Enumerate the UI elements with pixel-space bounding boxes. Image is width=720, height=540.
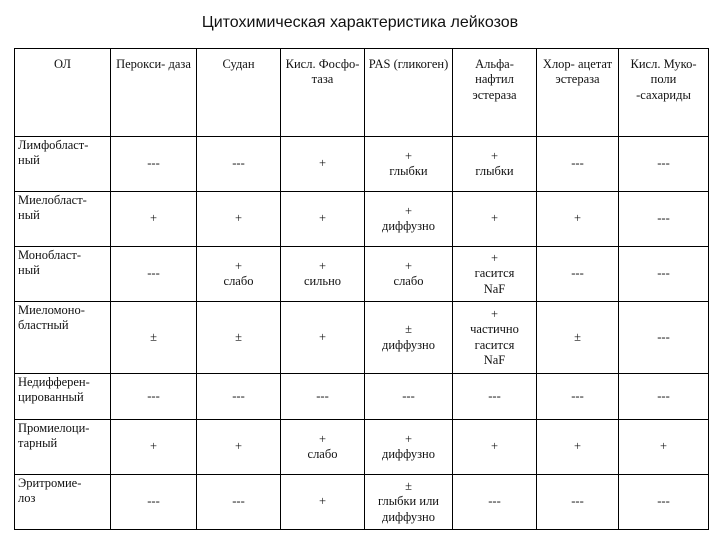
table-cell: ± xyxy=(537,302,619,374)
table-cell: + гасится NaF xyxy=(453,247,537,302)
column-header-ol: ОЛ xyxy=(15,49,111,137)
table-cell: + xyxy=(197,192,281,247)
table-cell: --- xyxy=(619,137,709,192)
table-cell: + xyxy=(619,420,709,475)
page-title: Цитохимическая характеристика лейкозов xyxy=(201,14,519,31)
column-header-chloroacetate-esterase: Хлор- ацетат эстераза xyxy=(537,49,619,137)
column-header-alpha-naphthyl-esterase: Альфа- нафтил эстераза xyxy=(453,49,537,137)
column-header-pas: PAS (гликоген) xyxy=(365,49,453,137)
table-cell: ± xyxy=(111,302,197,374)
table-cell: + xyxy=(197,420,281,475)
table-cell: + xyxy=(281,475,365,530)
table-cell: + xyxy=(281,302,365,374)
table-cell: --- xyxy=(537,247,619,302)
table-row xyxy=(15,247,709,302)
table-cell: --- xyxy=(619,475,709,530)
row-label: Недифферен- цированный xyxy=(15,374,111,420)
table-cell: --- xyxy=(197,137,281,192)
table-cell: --- xyxy=(619,374,709,420)
table-row xyxy=(15,302,709,374)
table-cell: --- xyxy=(197,374,281,420)
table-cell: --- xyxy=(111,475,197,530)
row-label: Миеломоно- бластный xyxy=(15,302,111,374)
row-label: Лимфобласт- ный xyxy=(15,137,111,192)
column-header-acid-phosphatase: Кисл. Фосфо- таза xyxy=(281,49,365,137)
table-cell: + xyxy=(281,192,365,247)
column-header-peroxidase: Перокси- даза xyxy=(111,49,197,137)
row-label: Эритромие- лоз xyxy=(15,475,111,530)
table-cell: + xyxy=(111,420,197,475)
row-label: Промиелоци- тарный xyxy=(15,420,111,475)
column-header-sudan: Судан xyxy=(197,49,281,137)
row-label: Монобласт- ный xyxy=(15,247,111,302)
table-row xyxy=(15,475,709,530)
table-cell: --- xyxy=(111,137,197,192)
table-cell: --- xyxy=(619,302,709,374)
table-cell: ± xyxy=(197,302,281,374)
table-row xyxy=(15,192,709,247)
table-cell: + глыбки xyxy=(453,137,537,192)
table-cell: --- xyxy=(453,374,537,420)
table-cell: ± диффузно xyxy=(365,302,453,374)
table-cell: --- xyxy=(619,192,709,247)
header-row xyxy=(15,49,709,137)
table-cell: --- xyxy=(111,374,197,420)
table-cell: --- xyxy=(537,374,619,420)
table-cell: + сильно xyxy=(281,247,365,302)
column-header-acid-mucopolysaccharides: Кисл. Муко-поли -сахариды xyxy=(619,49,709,137)
table-cell: + диффузно xyxy=(365,192,453,247)
leukemia-cytochemistry-table xyxy=(14,48,709,530)
table-cell: + xyxy=(111,192,197,247)
table-cell: --- xyxy=(619,247,709,302)
table-cell: + глыбки xyxy=(365,137,453,192)
table-cell: + диффузно xyxy=(365,420,453,475)
table-cell: --- xyxy=(281,374,365,420)
table-cell: + xyxy=(281,137,365,192)
table-cell: --- xyxy=(365,374,453,420)
table-cell: + xyxy=(453,192,537,247)
table-cell: + слабо xyxy=(365,247,453,302)
table-row xyxy=(15,137,709,192)
row-label: Миелобласт- ный xyxy=(15,192,111,247)
table-cell: + слабо xyxy=(197,247,281,302)
table-cell: + слабо xyxy=(281,420,365,475)
table-cell: + xyxy=(537,192,619,247)
table-cell: --- xyxy=(537,475,619,530)
table-cell: + xyxy=(453,420,537,475)
table-cell: + частично гасится NaF xyxy=(453,302,537,374)
table-cell: --- xyxy=(537,137,619,192)
table-cell: + xyxy=(537,420,619,475)
table-cell: --- xyxy=(197,475,281,530)
table-cell: ± глыбки или диффузно xyxy=(365,475,453,530)
table-row xyxy=(15,420,709,475)
table-row xyxy=(15,374,709,420)
table-cell: --- xyxy=(111,247,197,302)
table-cell: --- xyxy=(453,475,537,530)
